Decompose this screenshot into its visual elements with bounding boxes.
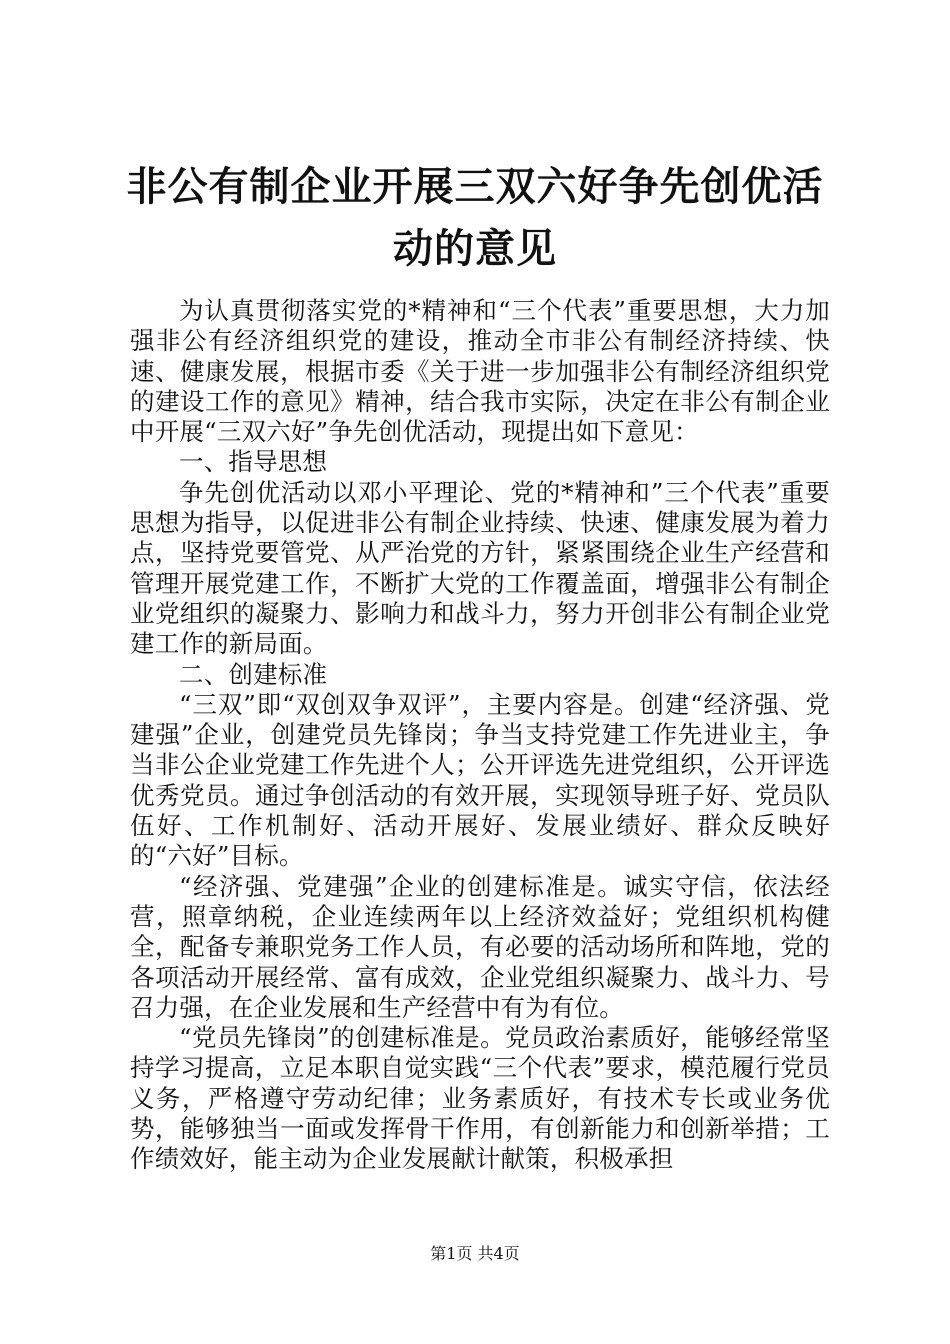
paragraph-guiding-ideology: 争先创优活动以邓小平理论、党的*精神和”三个代表”重要思想为指导，以促进非公有制企业持续、快速、健康发展为着力点，坚持党要管党、从严治党的方针，紧紧围绕企业生产经营和管理开展党建工作，不断扩大党的工作覆盖面，增强非公有制企业党组织的凝聚力、影响力和战斗力，努力开创非公有制企业党建工作的新局面。 xyxy=(130,477,830,659)
section-heading-guiding-ideology: 一、指导思想 xyxy=(179,447,328,477)
page-number-footer: 第1页 共4页 xyxy=(430,1244,520,1263)
paragraph-intro: 为认真贯彻落实党的*精神和“三个代表”重要思想，大力加强非公有经济组织党的建设，推动全市非公有制经济持续、快速、健康发展，根据市委《关于进一步加强非公有制经济组织党的建设工作的意见》精神，结合我市实际，决定在非公有制企业中开展“三双六好”争先创优活动，现提出如下意见： xyxy=(130,296,830,447)
paragraph-three-doubles: “三双”即“双创双争双评”，主要内容是。创建“经济强、党建强”企业，创建党员先锋岗；争当支持党建工作先进业主，争当非公企业党建工作先进个人；公开评选先进党组织，公开评选优秀党员。通过争创活动的有效开展，实现领导班子好、党员队伍好、工作机制好、活动开展好、发展业绩好、群众反映好的“六好”目标。 xyxy=(130,689,830,871)
paragraph-enterprise-standard: “经济强、党建强”企业的创建标准是。诚实守信，依法经营，照章纳税，企业连续两年以上经济效益好；党组织机构健全，配备专兼职党务工作人员，有必要的活动场所和阵地，党的各项活动开展经常、富有成效，企业党组织凝聚力、战斗力、号召力强，在企业发展和生产经营中有为有位。 xyxy=(130,871,830,1022)
section-heading-standards: 二、创建标准 xyxy=(179,659,328,689)
document-body xyxy=(130,296,830,1175)
paragraph-pioneer-post-standard: “党员先锋岗”的创建标准是。党员政治素质好，能够经常坚持学习提高，立足本职自觉实践“三个代表”要求，模范履行党员义务，严格遵守劳动纪律；业务素质好，有技术专长或业务优势，能够独当一面或发挥骨干作用，有创新能力和创新举措；工作绩效好，能主动为企业发展献计献策，积极承担 xyxy=(130,1023,830,1174)
document-title: 非公有制企业开展三双六好争先创优活动的意见 xyxy=(126,163,824,272)
